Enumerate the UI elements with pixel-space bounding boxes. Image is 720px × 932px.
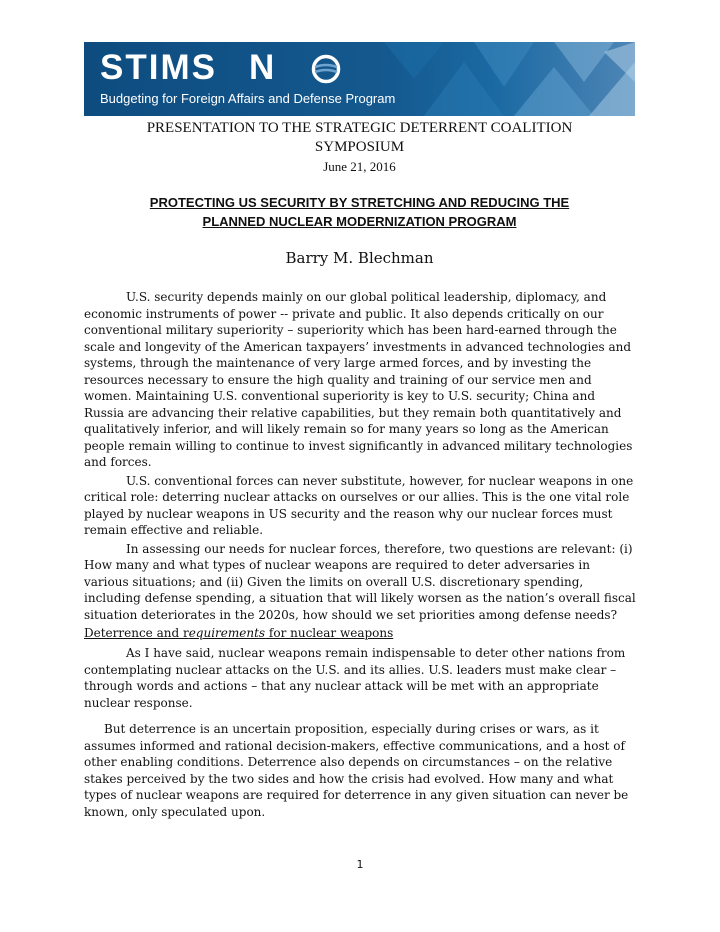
body-section-deterrence [84,645,636,713]
paragraph: In assessing our needs for nuclear forces, therefore, two questions are relevant: (i) How many and what types of nuclear weapons are required to deter adversaries in various situations; and (ii) Given the limits on overall U.S. discretionary spending, including defense spending, a situation that will likely worsen as the nation’s overall fiscal situation deteriorates in the 2020s, how should we set priorities among defense needs? [84,541,636,622]
stimson-banner [84,42,635,116]
paragraph: U.S. conventional forces can never substitute, however, for nuclear weapons in one critical role: deterring nuclear attacks on ourselves or our allies. This is the one vital role played by nuclear weapons in US security and the reason why our nuclear forces must remain effective and reliable. [84,473,634,537]
section-heading: Deterrence and requirements for nuclear weapons [84,626,394,640]
globe-logo-icon [311,54,341,84]
body-section-deterrence-2 [84,721,636,822]
program-subtitle: Budgeting for Foreign Affairs and Defense Program [100,91,396,106]
presentation-heading: PRESENTATION TO THE STRATEGIC DETERRENT COALITION SYMPOSIUM [146,120,573,155]
page-number: 1 [356,858,364,871]
paragraph: U.S. security depends mainly on our global political leadership, diplomacy, and economic instruments of power -- private and public. It also depends critically on our conventional military superiority – superiority which has been hard-earned through the scale and longevity of the American taxpayers’ investments in advanced technologies and systems, through the maintenance of very large armed forces, and by investing the resources necessary to ensure the high quality and training of our service men and women. Maintaining U.S. conventional superiority is key to U.S. security; China and Russia are advancing their relative capabilities, but they remain both quantitatively and qualitatively inferior, and will likely remain so for many years so long as the American people remain willing to continue to invest significantly in advanced military technologies and forces. [84,290,633,469]
author-name: Barry M. Blechman [285,249,434,267]
presentation-date: June 21, 2016 [323,159,396,174]
paragraph: But deterrence is an uncertain proposition, especially during crises or wars, as it assumes informed and rational decision-makers, effective communications, and a host of other enabling conditions. Deterrence also depends on circumstances – on the relative stakes perceived by the two sides and how the crisis had evolved. How many and what types of nuclear weapons are required for deterrence in any given situation can never be known, only speculated upon. [84,722,629,819]
stimson-logo: STIMS N [100,48,277,87]
paragraph: As I have said, nuclear weapons remain indispensable to deter other nations from contemplating nuclear attacks on the U.S. and its allies. U.S. leaders must make clear – through words and actions – that any nuclear attack will be met with an appropriate nuclear response. [84,646,626,710]
body-section-intro [84,289,636,625]
document-title: PROTECTING US SECURITY BY STRETCHING AND REDUCING THE PLANNED NUCLEAR MODERNIZATION PROGRAM [149,195,570,229]
